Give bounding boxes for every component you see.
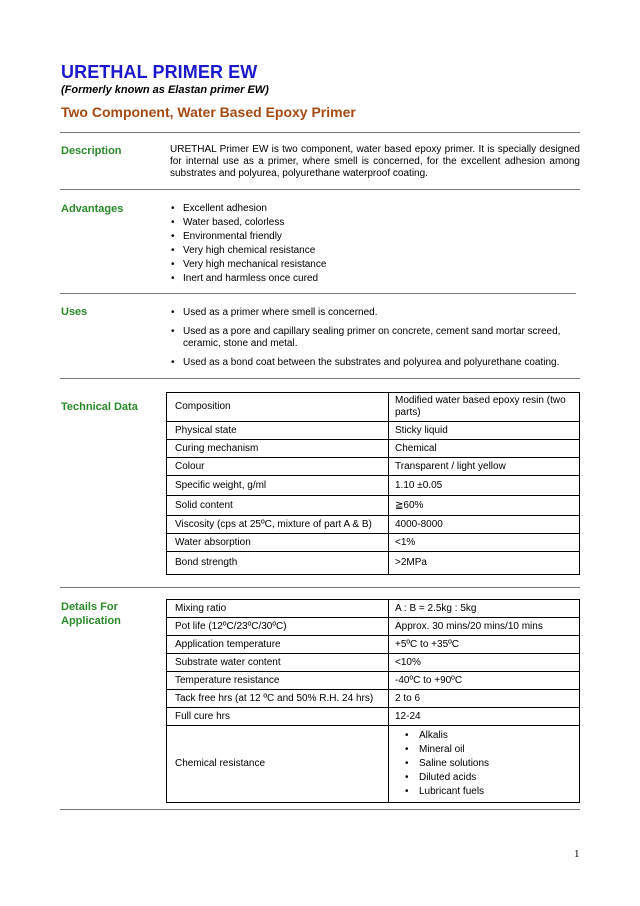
uses-label: Uses [61,306,88,318]
table-row [167,476,580,496]
table-row [167,690,580,708]
list-item: • Lubricant fuels [395,785,571,799]
value-cell: +5ºC to +35ºC [389,636,580,654]
value-cell: <10% [389,654,580,672]
list-item: • Alkalis [395,729,571,743]
table-row [167,618,580,636]
value-cell: Sticky liquid [389,422,580,440]
section-divider [60,809,580,810]
value-cell: -40ºC to +90ºC [389,672,580,690]
value-cell: 12-24 [389,708,580,726]
uses-list [169,307,579,376]
value-cell: Chemical [389,440,580,458]
product-title: URETHAL PRIMER EW [61,62,258,82]
property-cell: Temperature resistance [167,672,389,690]
table-row [167,552,580,575]
property-cell: Specific weight, g/ml [167,476,389,496]
list-item: • Mineral oil [395,743,571,757]
use-item: • Used as a bond coat between the substrates and polyurea and polyurethane coating. [169,357,579,369]
application-label [61,600,121,628]
application-label-line2: Application [61,615,121,627]
description-text: URETHAL Primer EW is two component, water based epoxy primer. It is specially designed for internal use as a primer, where smell is concerned, for the excellent adhesion among substrates and polyurea, polyurethane waterproof coating. [170,144,580,179]
property-cell: Composition [167,393,389,422]
property-cell: Colour [167,458,389,476]
advantages-list [169,202,326,286]
table-row [167,726,580,803]
table-row [167,440,580,458]
advantage-item: • Inert and harmless once cured [169,272,326,286]
table-row [167,600,580,618]
table-row [167,516,580,534]
property-cell: Water absorption [167,534,389,552]
technical-data-table [166,392,580,575]
application-table [166,599,580,803]
table-row [167,654,580,672]
list-item: • Diluted acids [395,771,571,785]
table-row [167,672,580,690]
property-cell: Solid content [167,496,389,516]
property-cell: Application temperature [167,636,389,654]
value-cell: 4000-8000 [389,516,580,534]
value-cell: A : B = 2.5kg : 5kg [389,600,580,618]
advantage-item: • Very high chemical resistance [169,244,326,258]
property-cell: Full cure hrs [167,708,389,726]
property-cell: Curing mechanism [167,440,389,458]
section-divider [60,189,580,190]
property-cell: Viscosity (cps at 25ºC, mixture of part A & B) [167,516,389,534]
section-divider [60,293,576,294]
property-cell: Pot life (12ºC/23ºC/30ºC) [167,618,389,636]
value-cell: >2MPa [389,552,580,575]
section-divider [60,378,580,379]
table-row [167,534,580,552]
use-item: • Used as a primer where smell is concerned. [169,307,579,319]
advantage-item: • Very high mechanical resistance [169,258,326,272]
page-number: 1 [574,848,580,860]
former-name-note: (Formerly known as Elastan primer EW) [61,84,269,96]
application-label-line1: Details For [61,601,118,613]
table-row [167,708,580,726]
table-row [167,393,580,422]
table-row [167,636,580,654]
property-cell: Mixing ratio [167,600,389,618]
property-cell: Physical state [167,422,389,440]
section-divider [60,132,580,133]
property-cell: Chemical resistance [167,726,389,803]
advantage-item: • Excellent adhesion [169,202,326,216]
table-row [167,458,580,476]
value-cell [389,726,580,803]
description-label: Description [61,145,122,157]
table-row [167,496,580,516]
value-cell: <1% [389,534,580,552]
value-cell: ≧60% [389,496,580,516]
property-cell: Tack free hrs (at 12 ºC and 50% R.H. 24 hrs) [167,690,389,708]
advantages-label: Advantages [61,203,124,215]
chemical-resistance-list [395,729,571,799]
value-cell: 1.10 ±0.05 [389,476,580,496]
technical-data-label: Technical Data [61,401,138,413]
value-cell: Transparent / light yellow [389,458,580,476]
use-item: • Used as a pore and capillary sealing primer on concrete, cement sand mortar screed, ceramic, stone and metal. [169,326,579,350]
table-row [167,422,580,440]
section-divider [60,587,580,588]
product-subtitle: Two Component, Water Based Epoxy Primer [61,104,356,120]
value-cell: Modified water based epoxy resin (two parts) [389,393,580,422]
list-item: • Saline solutions [395,757,571,771]
advantage-item: • Water based, colorless [169,216,326,230]
value-cell: Approx. 30 mins/20 mins/10 mins [389,618,580,636]
value-cell: 2 to 6 [389,690,580,708]
advantage-item: • Environmental friendly [169,230,326,244]
property-cell: Substrate water content [167,654,389,672]
property-cell: Bond strength [167,552,389,575]
